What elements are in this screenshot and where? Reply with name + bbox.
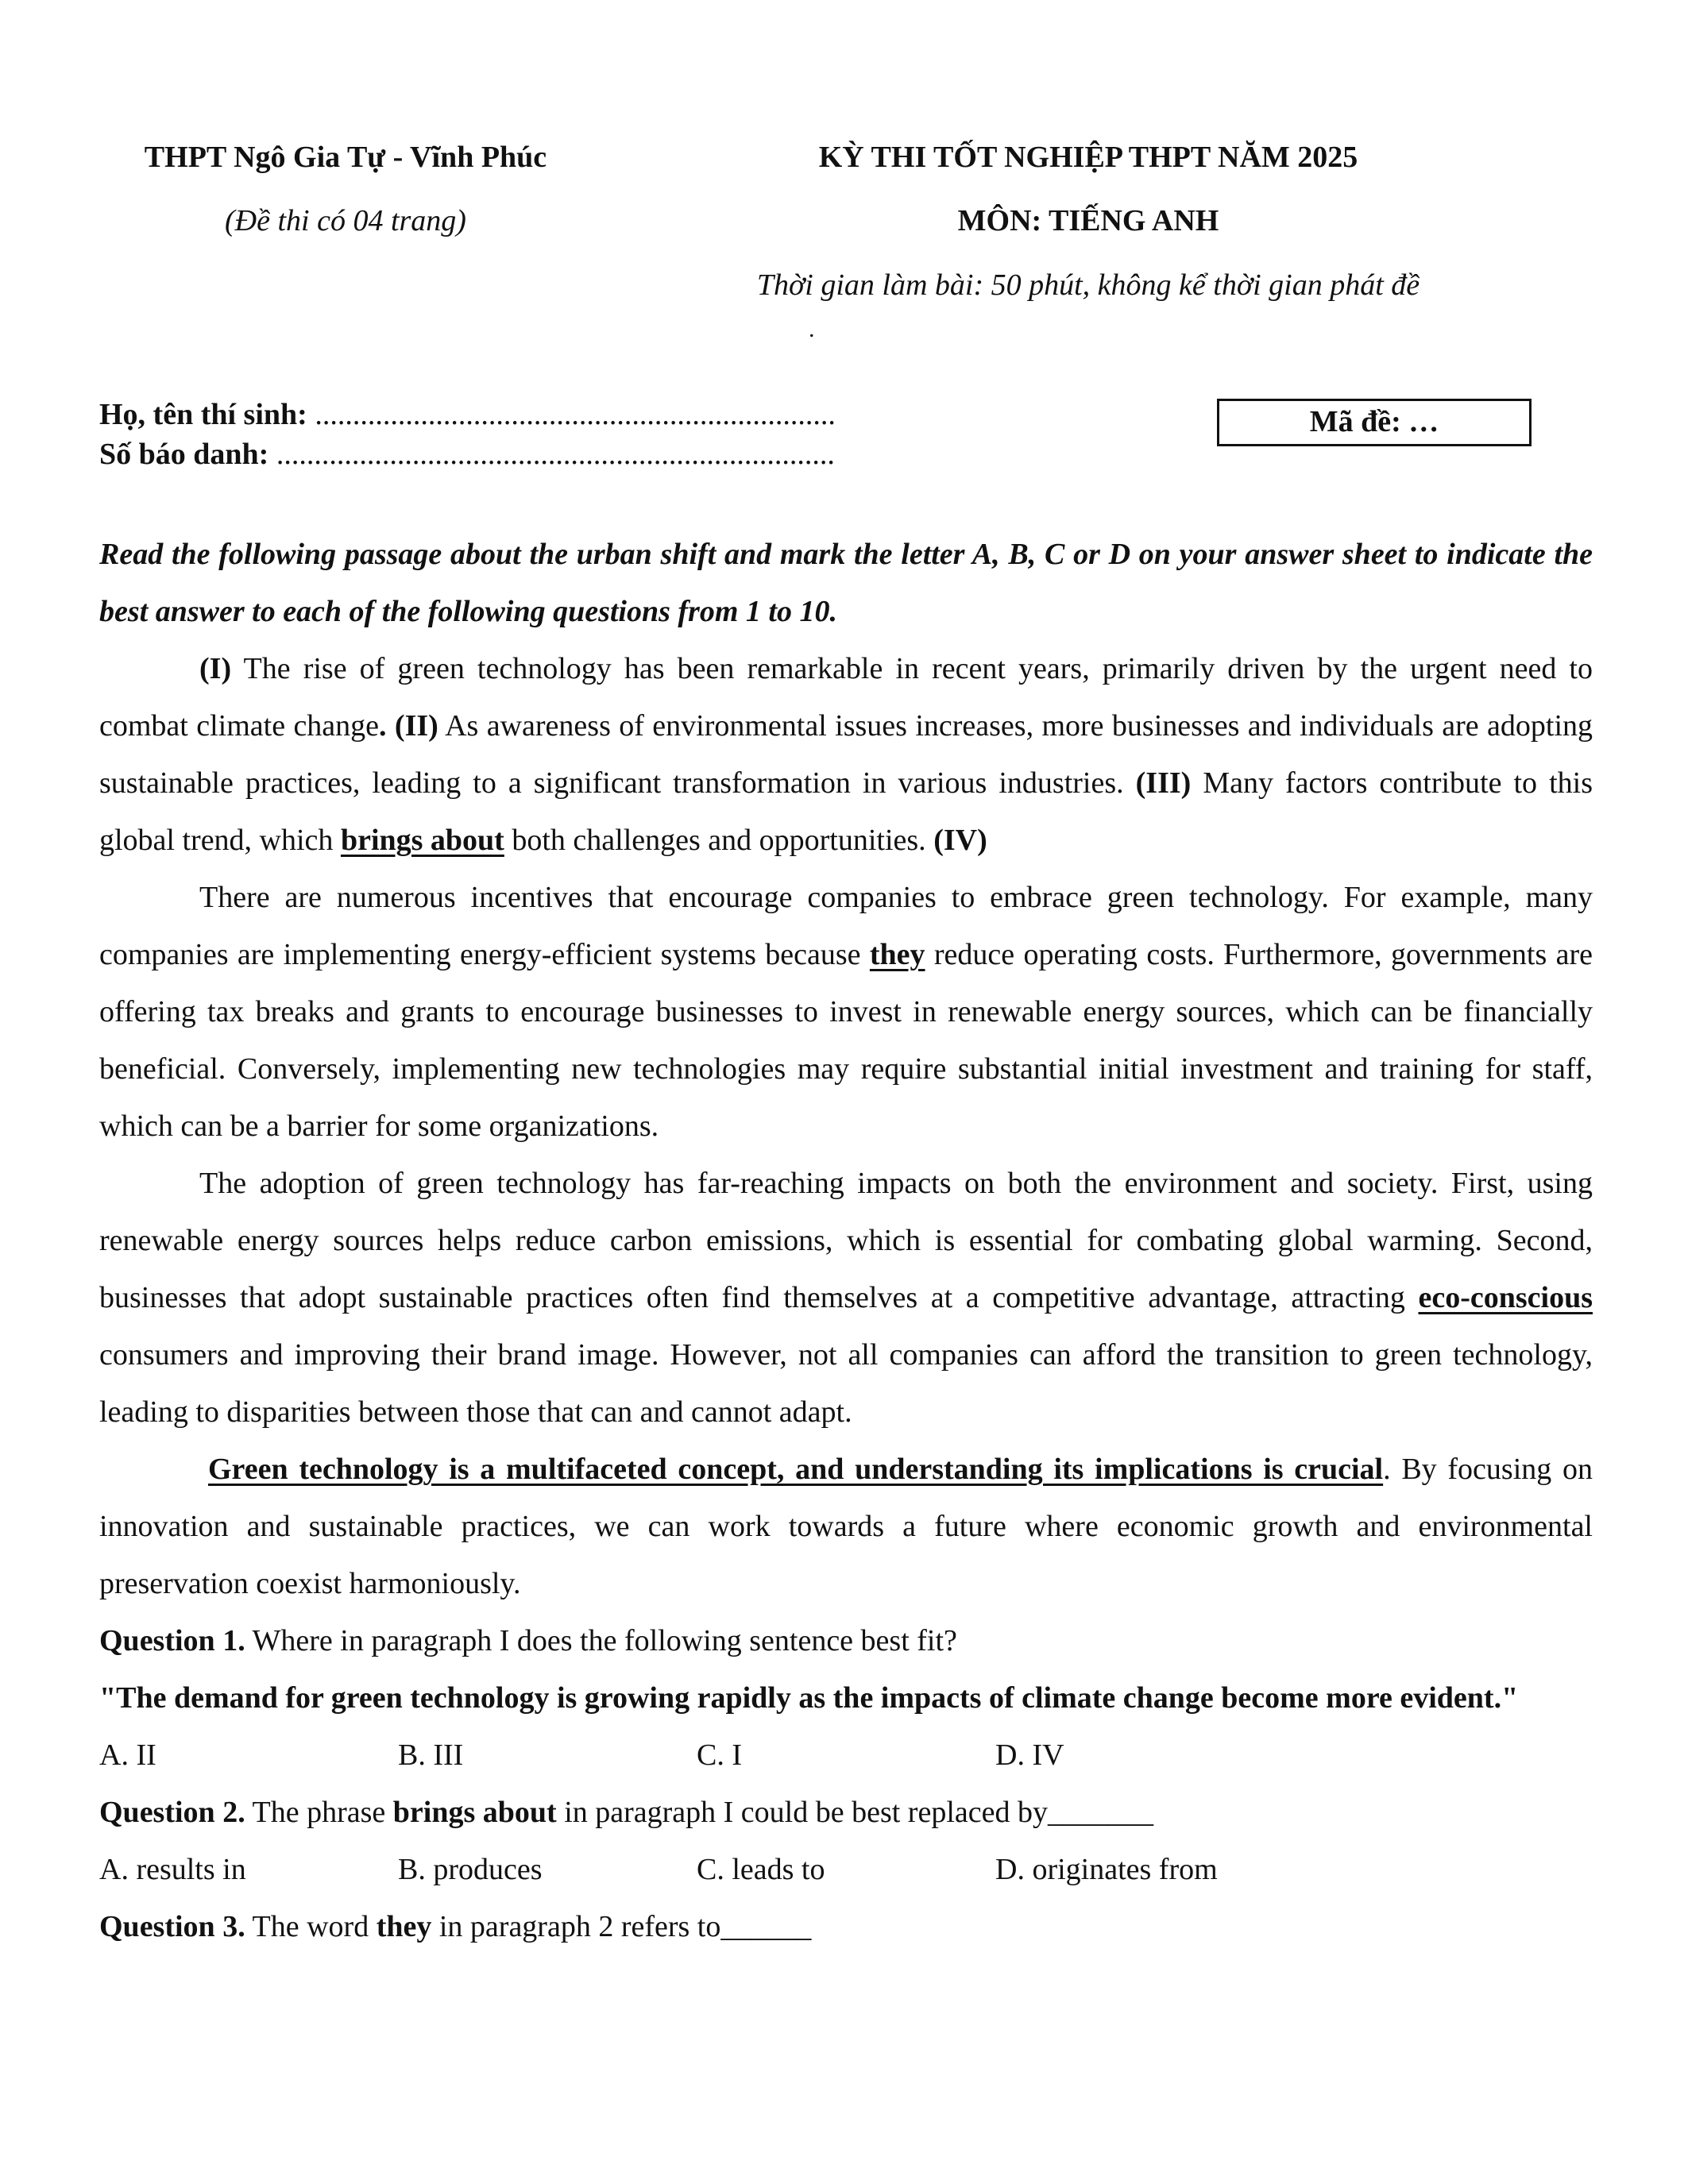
marker-iv: (IV) xyxy=(925,824,987,857)
question-2-post: in paragraph I could be best replaced by_______ xyxy=(556,1796,1153,1829)
subject-title: MÔN: TIẾNG ANH xyxy=(957,204,1219,237)
marker-i: (I) xyxy=(199,652,232,685)
question-2-label: Question 2. xyxy=(99,1796,245,1829)
underlined-green-technology-sentence: Green technology is a multifaceted concept, and understanding its implications is crucial xyxy=(208,1453,1384,1486)
p1-text-1: The rise of green technology has been remarkable in recent years, primarily driven by the urgent need to combat climate change xyxy=(99,652,1593,743)
question-1-options xyxy=(99,1727,1593,1784)
q2-option-b[interactable]: B. produces xyxy=(398,1853,543,1886)
candidate-id-line xyxy=(99,437,835,472)
p3-text-1: The adoption of green technology has far-reaching impacts on both the environment and society. First, using renewable energy sources helps reduce carbon emissions, which is essential for combating global warming. Second, businesses that adopt sustainable practices often find themselves at a competitive advantage, attracting xyxy=(99,1167,1593,1314)
underlined-they: they xyxy=(869,938,925,971)
q1-option-b[interactable]: B. III xyxy=(398,1738,464,1772)
question-2-pre: The phrase xyxy=(245,1796,393,1829)
exam-title: KỲ THI TỐT NGHIỆP THPT NĂM 2025 xyxy=(818,141,1358,174)
marker-ii: (II) xyxy=(386,709,438,743)
exam-body xyxy=(99,526,1593,1955)
p3-text-2: consumers and improving their brand image. However, not all companies can afford the transition to green technology, leading to disparities between those that can and cannot adapt. xyxy=(99,1338,1593,1429)
question-1-quote-text: "The demand for green technology is growing rapidly as the impacts of climate change become more evident." xyxy=(99,1681,1519,1715)
time-note: Thời gian làm bài: 50 phút, không kể thời gian phát đề xyxy=(756,268,1420,302)
marker-iii: (III) xyxy=(1123,766,1192,800)
q2-option-d[interactable]: D. originates from xyxy=(995,1853,1218,1886)
candidate-name-line xyxy=(99,397,836,432)
p4-text-1: . By focusing on innovation and sustainable practices, we can work towards a future where economic growth and environmental preservation coexist harmoniously. xyxy=(99,1453,1593,1600)
question-1-quote xyxy=(99,1669,1593,1727)
p2-text-1: There are numerous incentives that encourage companies to embrace green technology. For example, many companies are implementing energy-efficient systems because xyxy=(99,881,1593,971)
question-2-bold: brings about xyxy=(392,1796,557,1829)
candidate-id-dots: .......................................................................... xyxy=(276,438,835,471)
candidate-name-label: Họ, tên thí sinh: xyxy=(99,398,307,431)
question-3-label: Question 3. xyxy=(99,1910,245,1943)
pages-note: (Đề thi có 04 trang) xyxy=(225,204,466,237)
candidate-id-label: Số báo danh: xyxy=(99,438,269,471)
question-2-options xyxy=(99,1841,1593,1898)
q1-option-c[interactable]: C. I xyxy=(697,1738,742,1772)
question-3 xyxy=(99,1898,1593,1955)
p1-text-2: As awareness of environmental issues increases, more businesses and individuals are adopting sustainable practices, leading to a significant transformation in various industries. xyxy=(99,709,1593,800)
question-1-text: Where in paragraph I does the following sentence best fit? xyxy=(245,1624,957,1657)
underlined-brings-about: brings about xyxy=(340,824,504,857)
question-3-bold: they xyxy=(376,1910,432,1943)
underlined-eco-conscious: eco-conscious xyxy=(1418,1281,1593,1314)
p1-text-3: Many factors contribute to this global trend, which xyxy=(99,766,1593,857)
question-1 xyxy=(99,1612,1593,1669)
q1-option-d[interactable]: D. IV xyxy=(995,1738,1064,1772)
question-2 xyxy=(99,1784,1593,1841)
school-name: THPT Ngô Gia Tự - Vĩnh Phúc xyxy=(144,141,547,174)
passage-paragraph-4 xyxy=(99,1441,1593,1612)
q1-option-a[interactable]: A. II xyxy=(99,1738,156,1772)
passage-paragraph-1 xyxy=(99,640,1593,869)
question-1-label: Question 1. xyxy=(99,1624,245,1657)
passage-paragraph-3 xyxy=(99,1155,1593,1441)
exam-code-box: Mã đề: … xyxy=(1217,399,1532,446)
passage-paragraph-2 xyxy=(99,869,1593,1155)
p1-bold-dot: . xyxy=(379,709,387,743)
p1-text-4: both challenges and opportunities. xyxy=(504,824,926,857)
question-3-post: in paragraph 2 refers to______ xyxy=(431,1910,812,1943)
q2-option-c[interactable]: C. leads to xyxy=(697,1853,825,1886)
question-3-pre: The word xyxy=(245,1910,377,1943)
instruction-text: Read the following passage about the urban shift and mark the letter A, B, C or D on your answer sheet to indicate the best answer to each of the following questions from 1 to 10. xyxy=(99,538,1593,628)
candidate-name-dots: ..................................................................... xyxy=(315,398,836,431)
q2-option-a[interactable]: A. results in xyxy=(99,1853,246,1886)
p2-text-2: reduce operating costs. Furthermore, governments are offering tax breaks and grants to encourage businesses to invest in renewable energy sources, which can be financially beneficial. Conversely, implementing new technologies may require substantial initial investment and training for staff, which can be a barrier for some organizations. xyxy=(99,938,1593,1143)
stray-dot: . xyxy=(809,316,815,342)
